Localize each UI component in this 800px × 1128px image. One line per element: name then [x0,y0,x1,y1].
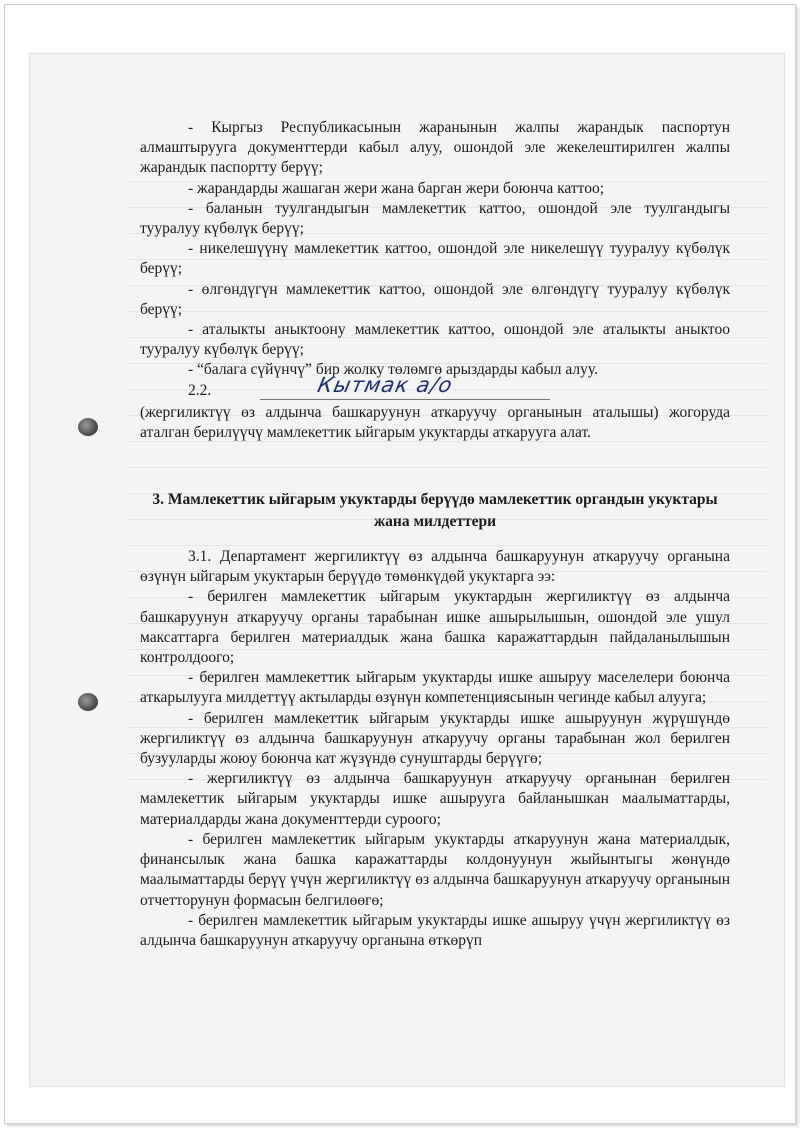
paragraph: 3.1. Департамент жергиликтүү өз алдынча башкаруунун аткаруучу органына өзүнүн ыйгарым укуктарын берүүдө төмөнкүдөй укуктарга ээ: [140,548,730,586]
list-item: - берилген мамлекеттик ыйгарым укуктардын жергиликтүү өз алдынча башкаруунун аткаруучу органы тарабынан ишке ашырылышын, ошондой эле ушул максаттарга берилген материалдык жана башка каражаттардын пайдаланылышын контролдоого; [140,588,730,667]
list-item: - аталыкты аныктоону мамлекеттик каттоо, ошондой эле аталыкты аныктоо тууралуу күбөлүк берүү; [140,321,730,359]
list-item: - берилген мамлекеттик ыйгарым укуктарды ишке ашыруу үчүн жергиликтүү өз алдынча башкаруунун аткаруучу органына өткөрүп [140,911,730,949]
signature-line [260,399,550,400]
list-item: - өлгөндүгүн мамлекеттик каттоо, ошондой эле өлгөндүгү тууралуу күбөлүк берүү; [140,280,730,318]
list-item: - жергиликтүү өз алдынча башкаруунун аткаруучу органынан берилген мамлекеттик ыйгарым укуктарды ишке ашырууга байланышкан маалыматтарды, материалдарды жана документтерди суроого; [140,770,730,828]
list-item: - жарандарды жашаган жери жана барган жери боюнча каттоо; [188,179,605,197]
list-item: - “балага сүйүнчү” бир жолку төлөмгө арыздарды кабыл алуу. [188,361,598,379]
list-item: - баланын туулгандыгын мамлекеттик каттоо, ошондой эле туулгандыгы тууралуу күбөлүк берүү; [140,199,730,238]
list-item: - берилген мамлекеттик ыйгарым укуктарды ишке ашыруу маселелери боюнча аткарылууга милдеттүү актыларды өзүнүн компетенциясынын чегинде кабыл алууга; [140,669,730,707]
list-item: - Кыргыз Республикасынын жаранынын жалпы жарандык паспортун алмаштырууга документтерди кабыл алуу, ошондой эле жекелештирилген жалпы жарандык паспортту берүү; [140,119,730,177]
clause-number: 2.2. [188,381,212,399]
clause-2-2 [140,372,730,403]
clause-text: (жергиликтүү өз алдынча башкаруунун аткаруучу органынын аталышы) жогоруда аталган берилүүчү мамлекеттик ыйгарым укуктарды аткарууга алат. [140,403,730,441]
punch-hole [78,693,98,711]
list-item: - никелешүүнү мамлекеттик каттоо, ошондой эле никелешүү тууралуу күбөлүк берүү; [140,240,730,278]
document-body [140,118,730,951]
handwritten-signature: Кытмак а/о [315,372,456,397]
punch-hole [78,418,98,436]
section-heading: 3. Мамлекеттик ыйгарым укуктарды берүүдө мамлекеттик органдын укуктары жана милдеттери [152,491,718,531]
list-item: - берилген мамлекеттик ыйгарым укуктарды аткаруунун жана материалдык, финансылык жана башка каражаттарды колдонуунун жыйынтыгы жөнүндө маалыматтарды берүү үчүн жергиликтүү өз алдынча башкаруунун аткаруучу органынын отчетторунун формасын белгилөөгө; [140,830,730,909]
list-item: - берилген мамлекеттик ыйгарым укуктарды ишке ашыруунун жүрүшүндө жергиликтүү өз алдынча башкаруунун аткаруучу органы тарабынан жол берилген бузууларды жоюу боюнча кат жүзүндө сунуштарды берүүгө; [140,709,730,768]
